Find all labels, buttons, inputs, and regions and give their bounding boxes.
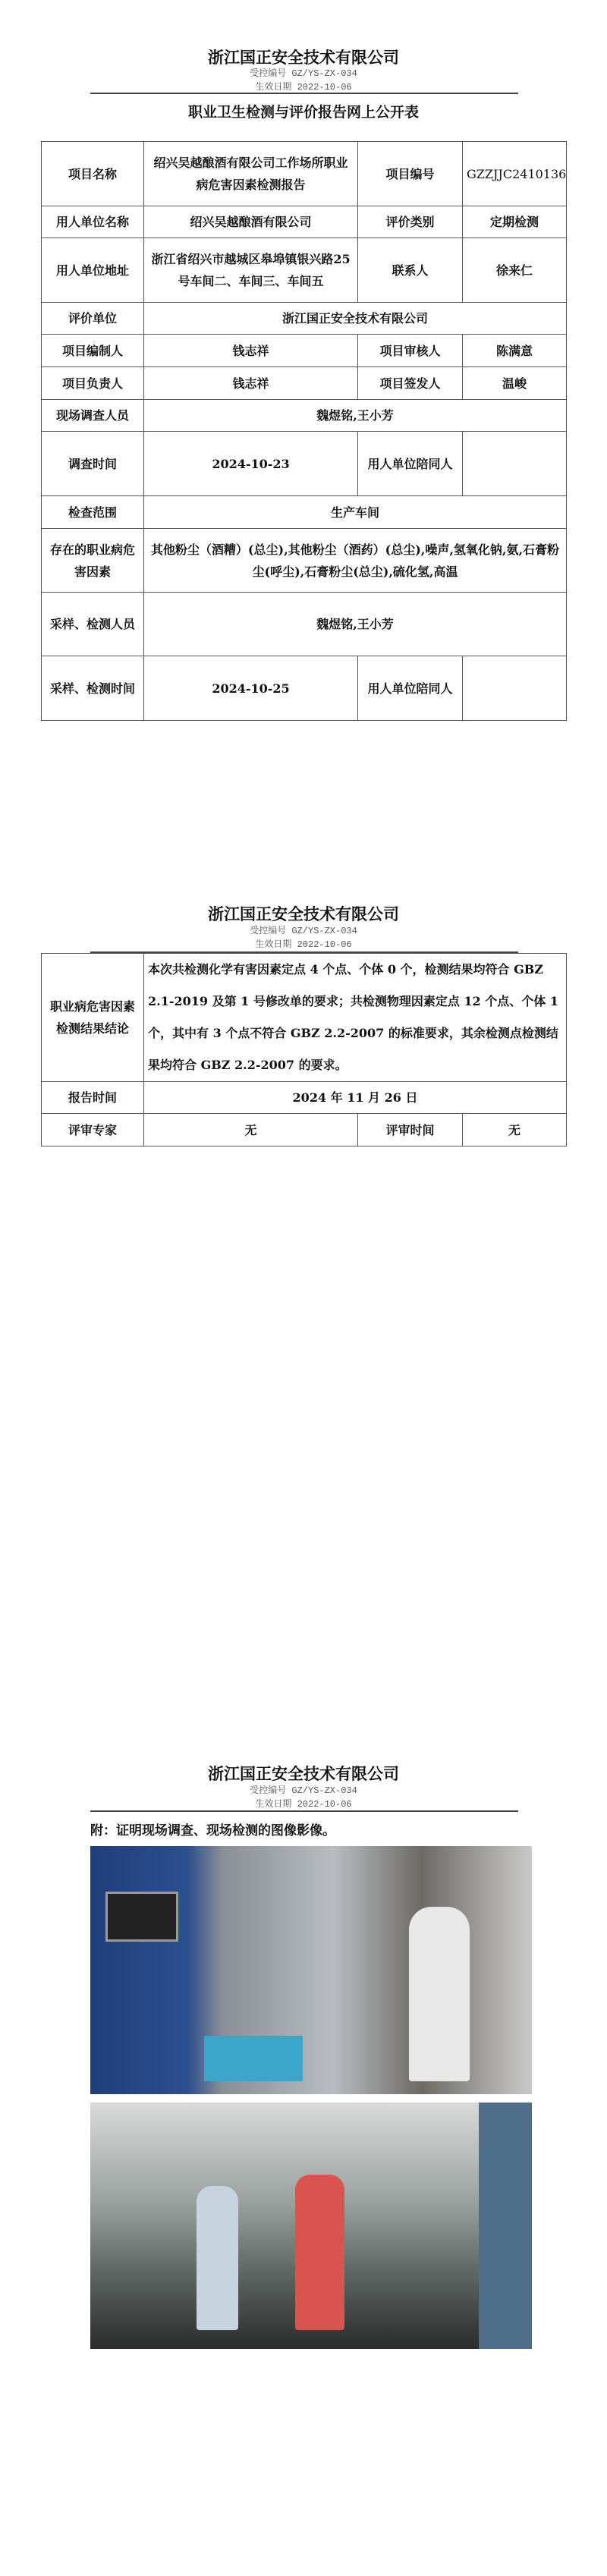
label: 采样、检测人员 <box>42 593 144 656</box>
company-name: 浙江国正安全技术有限公司 <box>208 48 399 67</box>
site-survey-photo <box>90 1846 532 2094</box>
sampling-time: 2024-10-25 <box>144 656 358 721</box>
label: 用人单位陪同人 <box>358 432 463 496</box>
company-name: 浙江国正安全技术有限公司 <box>208 1764 399 1783</box>
scope: 生产车间 <box>144 496 567 529</box>
report-time: 2024 年 11 月 26 日 <box>144 1082 567 1114</box>
control-number: 受控编号 GZ/YS-ZX-034 <box>250 1785 357 1796</box>
conclusion-table <box>41 953 567 1146</box>
form-title: 职业卫生检测与评价报告网上公开表 <box>187 104 419 121</box>
label: 采样、检测时间 <box>42 656 144 721</box>
label: 评审时间 <box>358 1114 463 1146</box>
company-name: 浙江国正安全技术有限公司 <box>208 904 399 923</box>
survey-accompany <box>463 432 567 496</box>
label: 项目名称 <box>42 142 144 206</box>
review-time: 无 <box>463 1114 567 1146</box>
label: 检查范围 <box>42 496 144 529</box>
contact: 徐来仁 <box>463 238 567 303</box>
label: 评价类别 <box>358 206 463 238</box>
label: 用人单位地址 <box>42 238 144 303</box>
label: 用人单位陪同人 <box>358 656 463 721</box>
label: 项目签发人 <box>358 367 463 400</box>
site-detection-photo <box>90 2103 532 2349</box>
header-rule <box>90 93 518 94</box>
evaluator: 浙江国正安全技术有限公司 <box>144 303 567 335</box>
label: 评价单位 <box>42 303 144 335</box>
label: 联系人 <box>358 238 463 303</box>
label: 现场调查人员 <box>42 400 144 432</box>
control-number: 受控编号 GZ/YS-ZX-034 <box>250 926 357 936</box>
hazards: 其他粉尘（酒糟）(总尘),其他粉尘（酒药）(总尘),噪声,氢氧化钠,氨,石膏粉尘(呼尘),石膏粉尘(总尘),硫化氢,高温 <box>144 529 567 593</box>
header-rule <box>90 1810 518 1812</box>
sampling-accompany <box>463 656 567 721</box>
eval-type: 定期检测 <box>463 206 567 238</box>
leader: 钱志祥 <box>144 367 358 400</box>
info-table <box>41 141 567 721</box>
label: 报告时间 <box>42 1082 144 1114</box>
effective-date: 生效日期 2022-10-06 <box>255 939 352 950</box>
label: 职业病危害因素检测结果结论 <box>42 954 144 1082</box>
appendix-note: 附：证明现场调查、现场检测的图像影像。 <box>90 1823 335 1838</box>
label: 项目编号 <box>358 142 463 206</box>
label: 项目审核人 <box>358 335 463 367</box>
label: 项目编制人 <box>42 335 144 367</box>
survey-staff: 魏煜铭,王小芳 <box>144 400 567 432</box>
effective-date: 生效日期 2022-10-06 <box>255 1799 352 1810</box>
survey-time: 2024-10-23 <box>144 432 358 496</box>
expert: 无 <box>144 1114 358 1146</box>
address: 浙江省绍兴市越城区皋埠镇银兴路25号车间二、车间三、车间五 <box>144 238 358 303</box>
project-name: 绍兴吴越酿酒有限公司工作场所职业病危害因素检测报告 <box>144 142 358 206</box>
effective-date: 生效日期 2022-10-06 <box>255 82 352 93</box>
reviewer: 陈满意 <box>463 335 567 367</box>
label: 用人单位名称 <box>42 206 144 238</box>
project-no: GZZJJC2410136 <box>463 142 567 206</box>
label: 评审专家 <box>42 1114 144 1146</box>
employer: 绍兴吴越酿酒有限公司 <box>144 206 358 238</box>
control-number: 受控编号 GZ/YS-ZX-034 <box>250 68 357 79</box>
label: 存在的职业病危害因素 <box>42 529 144 593</box>
issuer: 温峻 <box>463 367 567 400</box>
conclusion: 本次共检测化学有害因素定点 4 个点、个体 0 个，检测结果均符合 GBZ 2.1-2019 及第 1 号修改单的要求；共检测物理因素定点 12 个点、个体 1 个，其中有 3 个点不符合 GBZ 2.2-2007 的标准要求，其余检测点检测结果均符合 GBZ 2.2-2007 的要求。 <box>144 954 567 1082</box>
label: 调查时间 <box>42 432 144 496</box>
compiler: 钱志祥 <box>144 335 358 367</box>
sampling-staff: 魏煜铭,王小芳 <box>144 593 567 656</box>
label: 项目负责人 <box>42 367 144 400</box>
